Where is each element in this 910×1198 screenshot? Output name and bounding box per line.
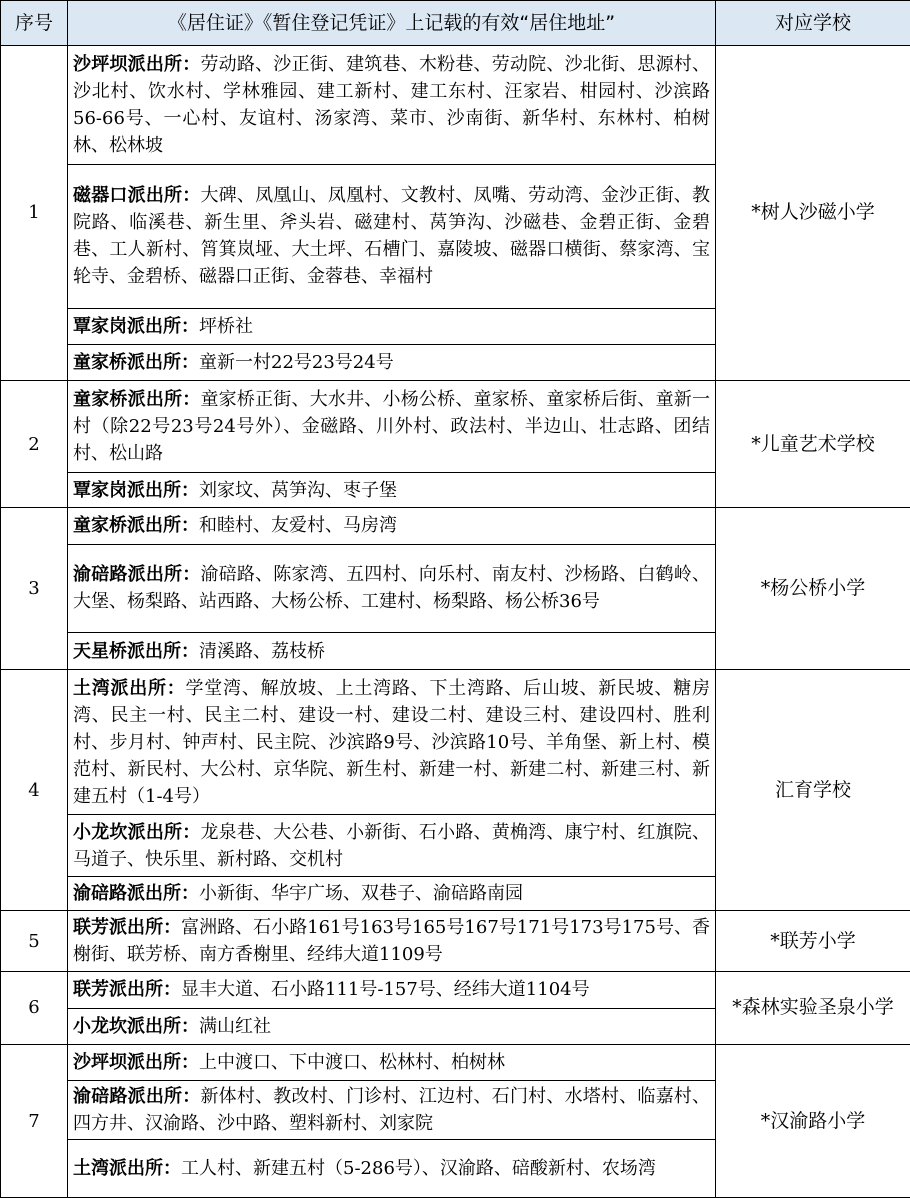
address-list: 小新街、华宇广场、双巷子、渝碚路南园 — [199, 883, 523, 905]
table-row — [1, 670, 910, 815]
police-station: 联芳派出所： — [73, 917, 182, 939]
header-row — [1, 1, 910, 46]
row-index: 1 — [1, 46, 68, 381]
address-list: 渝碚路、陈家湾、五四村、向乐村、南友村、沙杨路、白鹤岭、大堡、杨梨路、站西路、大杨公桥、工建村、杨梨路、杨公桥36号 — [73, 564, 711, 613]
row-index: 6 — [1, 971, 68, 1044]
address-list: 清溪路、荔枝桥 — [199, 640, 325, 662]
police-station: 土湾派出所： — [73, 677, 186, 699]
school-name: 汇育学校 — [716, 670, 910, 911]
police-station: 童家桥派出所： — [73, 515, 199, 537]
table-row — [1, 508, 910, 544]
police-station: 渝碚路派出所： — [73, 1085, 201, 1107]
address-cell — [68, 911, 716, 971]
police-station: 童家桥派出所： — [73, 388, 201, 410]
address-cell — [68, 1008, 716, 1044]
address-cell — [68, 670, 716, 815]
row-index: 3 — [1, 508, 68, 670]
police-station: 天星桥派出所： — [73, 640, 199, 662]
address-cell — [68, 544, 716, 632]
police-station: 覃家岗派出所： — [73, 315, 199, 337]
address-cell — [68, 380, 716, 472]
school-name: *汉渝路小学 — [716, 1045, 910, 1198]
police-station: 渝碚路派出所： — [73, 883, 199, 905]
police-station: 磁器口派出所： — [73, 185, 201, 207]
address-cell — [68, 309, 716, 344]
address-list: 龙泉巷、大公巷、小新街、石小路、黄桷湾、康宁村、红旗院、马道子、快乐里、新村路、交机村 — [73, 821, 711, 870]
address-list: 大碑、凤凰山、凤凰村、文教村、凤嘴、劳动湾、金沙正街、教院路、临溪巷、新生里、斧头岩、磁建村、莴笋沟、沙磁巷、金碧正街、金碧巷、工人新村、筲箕岚垭、大土坪、石槽门、嘉陵坡、磁器口横街、蔡家湾、宝轮寺、金碧桥、磁器口正街、金蓉巷、幸福村 — [73, 185, 711, 288]
row-index: 7 — [1, 1045, 68, 1198]
school-name: *杨公桥小学 — [716, 508, 910, 670]
address-cell — [68, 877, 716, 911]
table-row — [1, 380, 910, 472]
police-station: 童家桥派出所： — [73, 351, 199, 373]
school-name: *联芳小学 — [716, 911, 910, 971]
school-name: *树人沙磁小学 — [716, 46, 910, 381]
table-row — [1, 971, 910, 1008]
address-cell — [68, 344, 716, 380]
address-list: 劳动路、沙正街、建筑巷、木粉巷、劳动院、沙北街、思源村、沙北村、饮水村、学林雅园、建工新村、建工东村、汪家岩、柑园村、沙滨路56-66号、一心村、友谊村、汤家湾、菜市、沙南街、新华村、东林村、柏树林、松林坡 — [73, 53, 711, 156]
police-station: 土湾派出所： — [73, 1157, 181, 1179]
header-address: 《居住证》《暂住登记凭证》上记载的有效“居住地址” — [68, 1, 716, 46]
address-cell — [68, 46, 716, 165]
police-station: 小龙坎派出所： — [73, 821, 201, 843]
address-list: 新体村、教改村、门诊村、江边村、石门村、水塔村、临嘉村、四方井、汉渝路、沙中路、塑料新村、刘家院 — [73, 1085, 711, 1134]
header-school: 对应学校 — [716, 1, 910, 46]
police-station: 沙坪坝派出所： — [73, 1052, 199, 1074]
table-row — [1, 46, 910, 165]
row-index: 5 — [1, 911, 68, 971]
school-name: *儿童艺术学校 — [716, 380, 910, 508]
address-list: 刘家坟、莴笋沟、枣子堡 — [199, 479, 397, 501]
address-list: 童家桥正街、大水井、小杨公桥、童家桥、童家桥后街、童新一村（除22号23号24号外）、金磁路、川外村、政法村、半边山、壮志路、团结村、松山路 — [73, 388, 711, 464]
school-name: *森林实验圣泉小学 — [716, 971, 910, 1044]
table-row — [1, 911, 910, 971]
address-cell — [68, 164, 716, 309]
police-station: 沙坪坝派出所： — [73, 53, 201, 75]
police-station: 覃家岗派出所： — [73, 479, 199, 501]
address-list: 工人村、新建五村（5-286号）、汉渝路、碚酸新村、农场湾 — [181, 1157, 656, 1179]
header-index: 序号 — [1, 1, 68, 46]
address-cell — [68, 508, 716, 544]
address-cell — [68, 633, 716, 670]
address-cell — [68, 1045, 716, 1081]
address-list: 满山红社 — [199, 1016, 271, 1038]
table-row — [1, 1045, 910, 1081]
row-index: 2 — [1, 380, 68, 508]
police-station: 联芳派出所： — [73, 979, 181, 1001]
row-index: 4 — [1, 670, 68, 911]
address-cell — [68, 1139, 716, 1197]
address-cell — [68, 473, 716, 508]
address-list: 和睦村、友爱村、马房湾 — [199, 515, 397, 537]
address-cell — [68, 971, 716, 1008]
address-list: 显丰大道、石小路111号-157号、经纬大道1104号 — [181, 979, 590, 1001]
address-list: 上中渡口、下中渡口、松林村、柏树林 — [199, 1052, 505, 1074]
address-list: 童新一村22号23号24号 — [199, 351, 394, 373]
address-list: 富洲路、石小路161号163号165号167号171号173号175号、香榭街、联芳桥、南方香榭里、经纬大道1109号 — [73, 917, 710, 966]
address-list: 坪桥社 — [199, 315, 253, 337]
address-cell — [68, 814, 716, 876]
police-station: 渝碚路派出所： — [73, 564, 201, 586]
police-station: 小龙坎派出所： — [73, 1016, 199, 1038]
address-list: 学堂湾、解放坡、上土湾路、下土湾路、后山坡、新民坡、糖房湾、民主一村、民主二村、建设一村、建设二村、建设三村、建设四村、胜利村、步月村、钟声村、民主院、沙滨路9号、沙滨路10号、羊角堡、新上村、模范村、新民村、大公村、京华院、新生村、新建一村、新建二村、新建三村、新建五村（1-4号） — [73, 677, 710, 807]
address-cell — [68, 1081, 716, 1139]
